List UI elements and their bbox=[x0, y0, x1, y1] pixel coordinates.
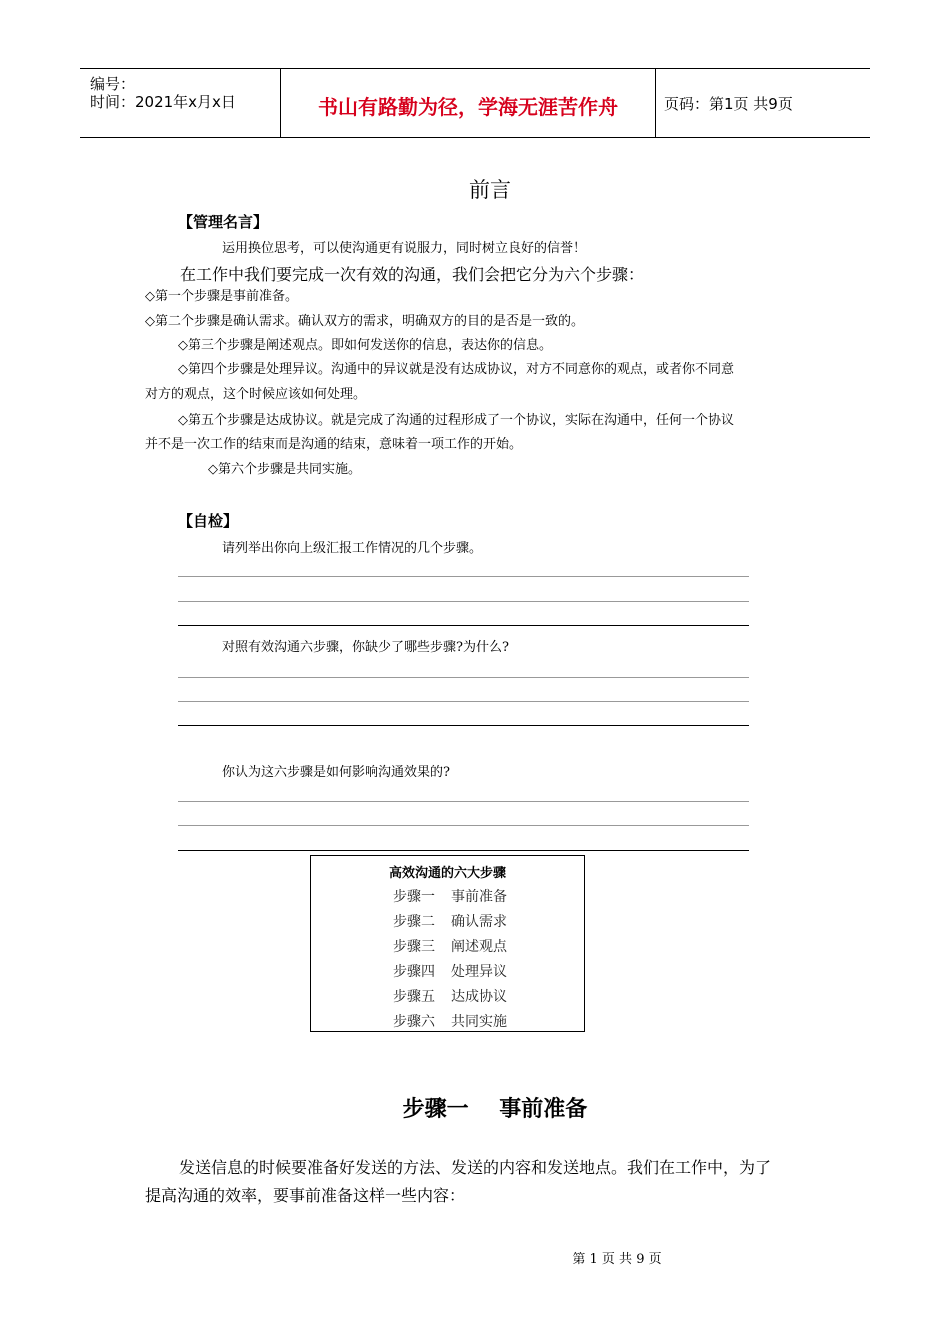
answer-line bbox=[178, 850, 749, 851]
motto-text: 运用换位思考，可以使沟通更有说服力，同时树立良好的信誉！ bbox=[222, 241, 587, 256]
step-item-5: ◇第五个步骤是达成协议。就是完成了沟通的过程形成了一个协议，实际在沟通中，任何一个协议 bbox=[178, 413, 734, 428]
summary-step-number: 步骤三 bbox=[393, 939, 435, 955]
summary-row bbox=[393, 1011, 507, 1031]
answer-line bbox=[178, 625, 749, 626]
preface-title: 前言 bbox=[469, 178, 511, 202]
answer-line bbox=[178, 701, 749, 702]
step-item-6: ◇第六个步骤是共同实施。 bbox=[208, 462, 361, 477]
step-item-3: ◇第三个步骤是阐述观点。即如何发送你的信息，表达你的信息。 bbox=[178, 338, 552, 353]
step-item-4: ◇第四个步骤是处理异议。沟通中的异议就是没有达成协议，对方不同意你的观点，或者你不同意 bbox=[178, 362, 734, 377]
self-check-question-3: 你认为这六步骤是如何影响沟通效果的? bbox=[222, 765, 450, 780]
summary-row bbox=[393, 911, 507, 931]
answer-line bbox=[178, 601, 749, 602]
summary-step-number: 步骤二 bbox=[393, 914, 435, 930]
summary-step-number: 步骤六 bbox=[393, 1014, 435, 1030]
self-check-question-1: 请列举出你向上级汇报工作情况的几个步骤。 bbox=[222, 541, 483, 556]
summary-row bbox=[393, 961, 507, 981]
header-page-cell bbox=[654, 69, 870, 137]
answer-line bbox=[178, 725, 749, 726]
summary-step-number: 步骤五 bbox=[393, 989, 435, 1005]
summary-step-name: 确认需求 bbox=[451, 914, 507, 930]
step-one-title: 步骤一 事前准备 bbox=[402, 1097, 588, 1122]
motto-heading: 【管理名言】 bbox=[178, 213, 269, 231]
summary-row bbox=[393, 986, 507, 1006]
document-number-label: 编号： bbox=[90, 75, 136, 93]
header-slogan: 书山有路勤为径，学海无涯苦作舟 bbox=[318, 95, 618, 119]
header-page-code: 页码：第1页 共9页 bbox=[664, 95, 793, 113]
summary-step-name: 阐述观点 bbox=[451, 939, 507, 955]
summary-row bbox=[393, 886, 507, 906]
summary-step-number: 步骤一 bbox=[393, 889, 435, 905]
step-one-paragraph-line-2: 提高沟通的效率，要事前准备这样一些内容： bbox=[145, 1186, 466, 1205]
summary-step-name: 处理异议 bbox=[451, 964, 507, 980]
answer-line bbox=[178, 825, 749, 826]
page-header bbox=[80, 68, 870, 138]
answer-line bbox=[178, 576, 749, 577]
summary-row bbox=[393, 936, 507, 956]
summary-box-title: 高效沟通的六大步骤 bbox=[388, 866, 506, 881]
answer-line bbox=[178, 801, 749, 802]
document-time-label: 时间：2021年x月x日 bbox=[90, 93, 236, 111]
step-item-2: ◇第二个步骤是确认需求。确认双方的需求，明确双方的目的是否是一致的。 bbox=[145, 314, 584, 329]
self-check-heading: 【自检】 bbox=[178, 512, 239, 530]
steps-intro: 在工作中我们要完成一次有效的沟通，我们会把它分为六个步骤： bbox=[180, 265, 645, 284]
step-item-5-cont: 并不是一次工作的结束而是沟通的结束，意味着一项工作的开始。 bbox=[145, 437, 523, 452]
step-item-4-cont: 对方的观点，这个时候应该如何处理。 bbox=[145, 387, 367, 402]
summary-step-name: 达成协议 bbox=[451, 989, 507, 1005]
six-steps-summary-box bbox=[310, 855, 585, 1032]
summary-step-number: 步骤四 bbox=[393, 964, 435, 980]
summary-step-name: 共同实施 bbox=[451, 1014, 507, 1030]
summary-step-name: 事前准备 bbox=[451, 889, 507, 905]
header-slogan-cell bbox=[280, 69, 656, 137]
header-info-cell bbox=[80, 69, 280, 137]
page-footer: 第 1 页 共 9 页 bbox=[572, 1252, 662, 1267]
step-one-paragraph-line-1: 发送信息的时候要准备好发送的方法、发送的内容和发送地点。我们在工作中，为了 bbox=[179, 1158, 772, 1177]
self-check-question-2: 对照有效沟通六步骤，你缺少了哪些步骤?为什么? bbox=[222, 640, 509, 655]
step-item-1: ◇第一个步骤是事前准备。 bbox=[145, 289, 298, 304]
answer-line bbox=[178, 677, 749, 678]
